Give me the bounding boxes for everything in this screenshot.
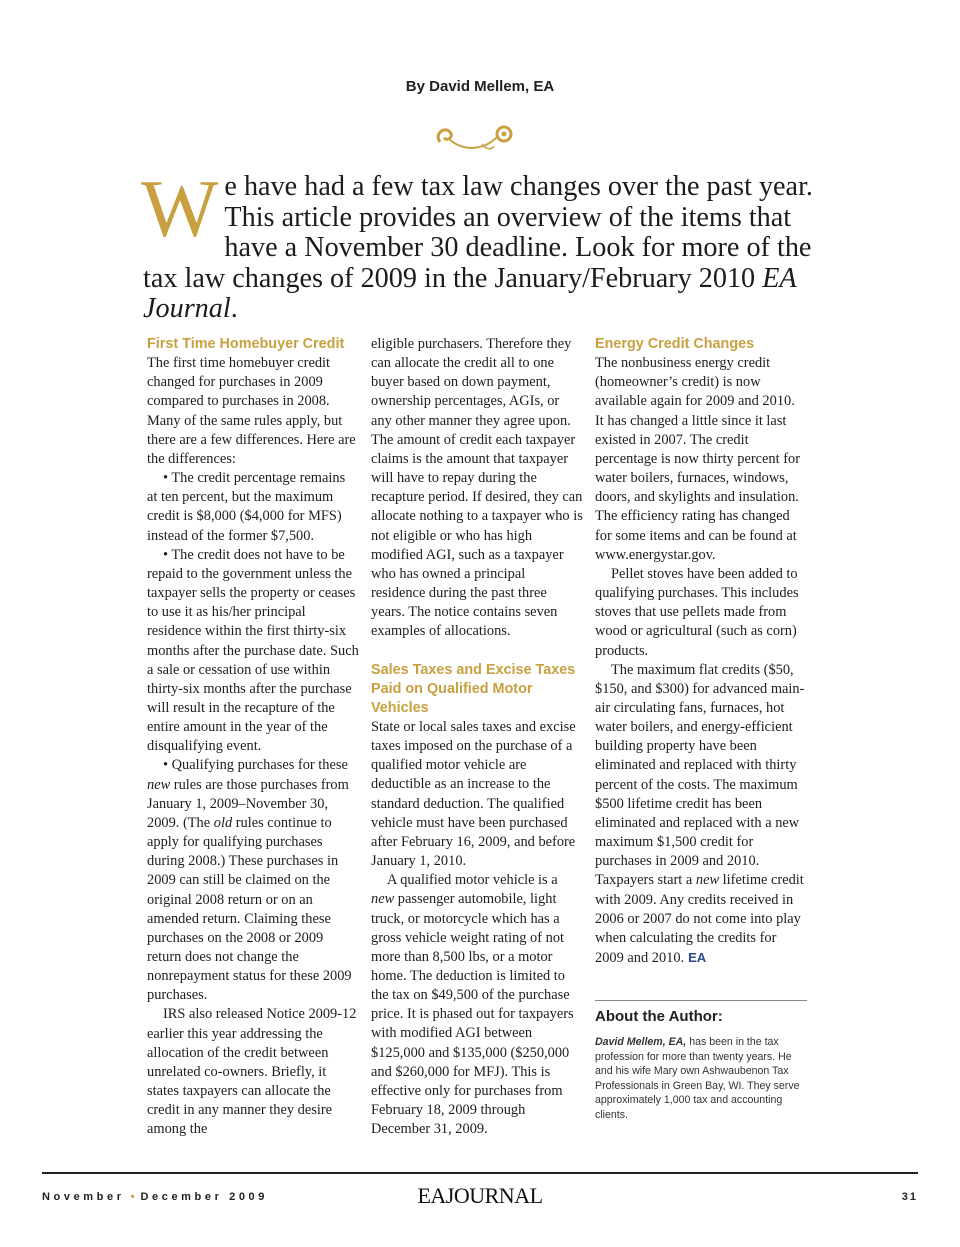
- author-name: David Mellem, EA,: [595, 1036, 687, 1049]
- footer-issue-date: November • December 2009: [42, 1191, 268, 1203]
- column-3: [595, 335, 807, 1122]
- section-heading-energy: Energy Credit Changes: [595, 336, 755, 352]
- intro-journal-title: EA Journal: [143, 262, 797, 324]
- energy-paragraph-3: The maximum flat credits ($50, $150, and $300) for advanced main-air circulating fans, furnaces, hot water boilers, and energy-efficient building property have been eliminated and replaced with thirty percent of the costs. The maximum $500 lifetime credit has been eliminated and replaced with a new maximum $1,500 credit for purchases in 2009 and 2010. Taxpayers start a new lifetime credit with 2009. Any credits received in 2006 or 2007 do not come into play when calculating the credits for 2009 and 2010. EA: [595, 661, 805, 966]
- homebuyer-paragraph-2: IRS also released Notice 2009-12 earlier this year addressing the allocation of the credit between unrelated co-owners. Briefly, it states taxpayers can allocate the credit in any manner they desire among the: [147, 1006, 357, 1138]
- page-number: 31: [901, 1191, 918, 1203]
- footer-rule: [42, 1172, 918, 1174]
- intro-period: .: [230, 293, 238, 324]
- allocation-paragraph: eligible purchasers. Therefore they can allocate the credit all to one buyer based on down payment, ownership percentages, AGIs, or any other manner they agree upon. The amount of credit each taxpayer claims is the amount that taxpayer will have to repay during the recapture period. If desired, they can allocate nothing to a taxpayer who is not eligible or who has high modified AGI, such as a taxpayer who has owned a principal residence during the past three years. The notice contains seven examples of allocations.: [371, 336, 583, 640]
- section-heading-homebuyer: First Time Homebuyer Credit: [147, 336, 345, 352]
- homebuyer-paragraph-1: The first time homebuyer credit changed for purchases in 2009 compared to purchases in 2008. Many of the same rules apply, but there are a few differences. Here are the differences:: [147, 355, 356, 467]
- byline: By David Mellem, EA: [405, 78, 555, 95]
- homebuyer-bullet-3: • Qualifying purchases for these new rules are those purchases from January 1, 2009–November 30, 2009. (The old rules continue to apply for qualifying purchases during 2008.) These purchases in 2009 can still be claimed on the original 2008 return or on an amended return. Claiming these purchases on the 2008 or 2009 return does not change the nonrepayment status for these 2009 purchases.: [147, 757, 352, 1004]
- column-2: [371, 335, 583, 1139]
- ea-journal-logo: EAJOURNAL: [417, 1183, 543, 1208]
- author-divider: [595, 1000, 807, 1001]
- author-heading: About the Author:: [595, 1008, 723, 1026]
- flourish-ornament-icon: [430, 120, 520, 156]
- homebuyer-bullet-2: • The credit does not have to be repaid to the government unless the taxpayer sells the property or ceases to use it as his/her principal residence within the first thirty-six months after the purchase date. Such a sale or cessation of use within thirty-six months after the purchase will result in the recapture of the entire amount in the year of the disqualifying event.: [147, 546, 359, 755]
- column-1: [147, 335, 359, 1140]
- energy-paragraph-1: The nonbusiness energy credit (homeowner’s credit) is now available again for 2009 and 2010. It has changed a little since it last existed in 2007. The credit percentage is now thirty percent for water boilers, furnaces, windows, doors, and skylights and insulation. The efficiency rating has changed for some items and can be found at www.energystar.gov.: [595, 355, 800, 563]
- footer-separator: •: [130, 1191, 135, 1203]
- sales-tax-paragraph-2: A qualified motor vehicle is a new passenger automobile, light truck, or motorcycle which has a gross vehicle weight rating of not more than 8,500 lbs, or a motor home. The deduction is limited to the tax on $49,500 of the purchase price. It is phased out for taxpayers with modified AGI between $125,000 and $135,000 ($250,000 and $260,000 for MFJ). This is effective only for purchases from February 18, 2009 through December 31, 2009.: [371, 872, 574, 1138]
- section-heading-sales-taxes: Sales Taxes and Excise Taxes Paid on Qualified Motor Vehicles: [371, 661, 576, 716]
- intro-paragraph: [141, 163, 823, 325]
- sales-tax-paragraph-1: State or local sales taxes and excise taxes imposed on the purchase of a qualified motor vehicle are deductible as an increase to the standard deduction. The qualified vehicle must have been purchased after February 16, 2009, and before January 1, 2010.: [371, 718, 576, 870]
- author-bio: David Mellem, EA, has been in the tax profession for more than twenty years. He and his wife Mary own Ashwaubenon Tax Professionals in Green Bay, WI. They serve approximately 1,000 tax and accounting clients.: [595, 1036, 800, 1121]
- drop-cap: W: [141, 163, 219, 254]
- homebuyer-bullet-1: • The credit percentage remains at ten percent, but the maximum credit is $8,000 ($4,000 for MFS) instead of the former $7,500.: [147, 470, 346, 544]
- energy-paragraph-2: Pellet stoves have been added to qualifying purchases. This includes stoves that use pellets made from wood or agricultural (such as corn) products.: [595, 565, 799, 659]
- intro-text: e have had a few tax law changes over the past year. This article provides an overview of the items that have a November 30 deadline. Look for more of the tax law changes of 2009 in the January/February 2010: [143, 171, 813, 294]
- ea-end-mark: EA: [688, 950, 707, 965]
